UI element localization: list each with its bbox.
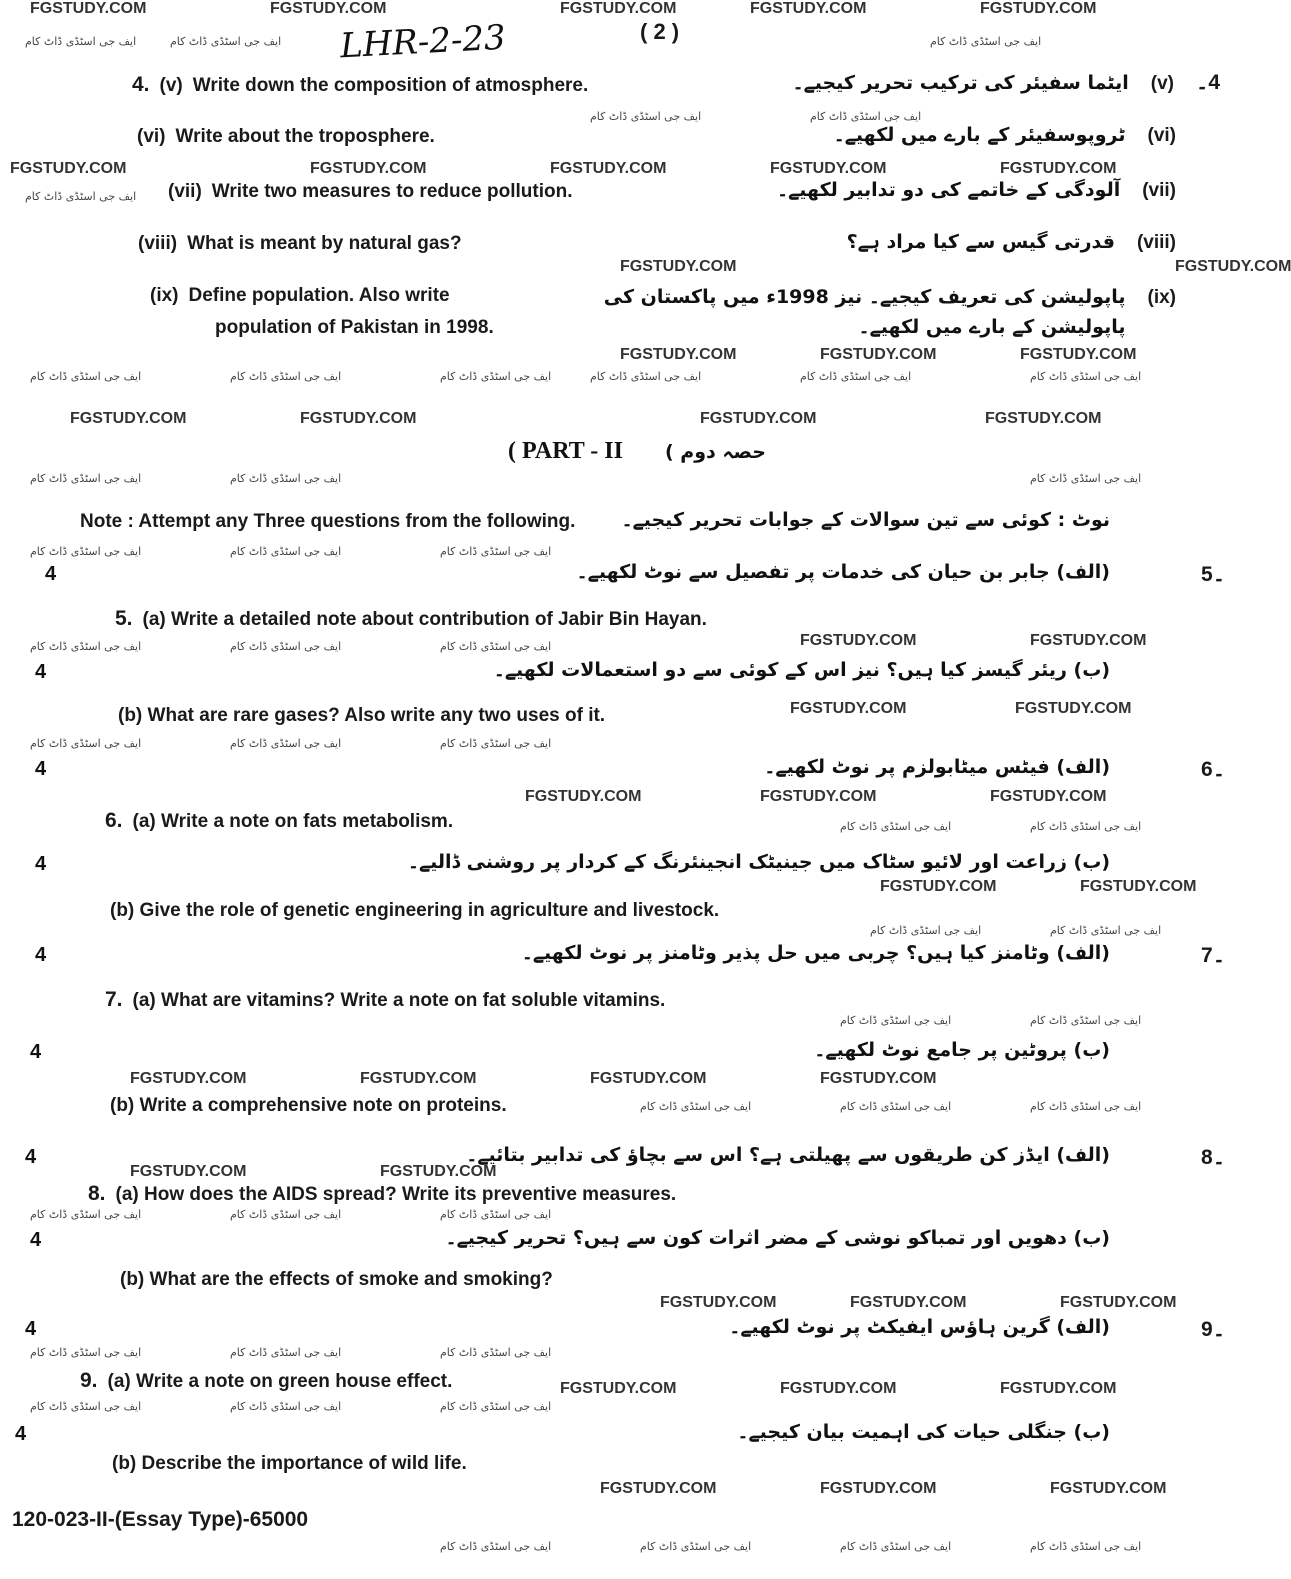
watermark-urdu: ایف جی اسٹڈی ڈاٹ کام bbox=[590, 110, 702, 123]
watermark-urdu: ایف جی اسٹڈی ڈاٹ کام bbox=[800, 370, 912, 383]
question-part-a-english: (a) How does the AIDS spread? Write its preventive measures. bbox=[115, 1184, 677, 1205]
question-part-b-urdu: (ب) ریئر گیسز کیا ہیں؟ نیز اس کے کوئی سے دو استعمالات لکھیے۔ bbox=[493, 659, 1110, 681]
watermark-text: FGSTUDY.COM bbox=[10, 160, 127, 177]
watermark-text: FGSTUDY.COM bbox=[1020, 346, 1137, 363]
question-number: 4. bbox=[132, 73, 150, 96]
marks-part-a: 4 bbox=[45, 563, 57, 585]
watermark-urdu: ایف جی اسٹڈی ڈاٹ کام bbox=[840, 820, 952, 833]
long-question-english-row bbox=[80, 1369, 452, 1394]
watermark-urdu: ایف جی اسٹڈی ڈاٹ کام bbox=[440, 737, 552, 750]
watermark-urdu: ایف جی اسٹڈی ڈاٹ کام bbox=[230, 370, 342, 383]
marks-part-b: 4 bbox=[35, 661, 47, 683]
watermark-urdu: ایف جی اسٹڈی ڈاٹ کام bbox=[590, 370, 702, 383]
watermark-urdu: ایف جی اسٹڈی ڈاٹ کام bbox=[30, 1400, 142, 1413]
watermark-urdu: ایف جی اسٹڈی ڈاٹ کام bbox=[840, 1100, 952, 1113]
watermark-text: FGSTUDY.COM bbox=[130, 1163, 247, 1180]
footer-paper-code: 120-023-II-(Essay Type)-65000 bbox=[12, 1508, 309, 1531]
marks-part-b: 4 bbox=[30, 1041, 42, 1063]
question-part-b-urdu: (ب) دھویں اور تمباکو نوشی کے مضر اثرات کون سے ہیں؟ تحریر کیجیے۔ bbox=[445, 1227, 1110, 1249]
urdu-question-number: 5۔ bbox=[1201, 563, 1225, 586]
short-question-urdu-row bbox=[777, 178, 1220, 203]
watermark-text: FGSTUDY.COM bbox=[30, 0, 147, 17]
watermark-urdu: ایف جی اسٹڈی ڈاٹ کام bbox=[30, 1346, 142, 1359]
watermark-text: FGSTUDY.COM bbox=[990, 788, 1107, 805]
watermark-text: FGSTUDY.COM bbox=[1060, 1294, 1177, 1311]
question-part-label: (ix) bbox=[150, 285, 179, 306]
watermark-text: FGSTUDY.COM bbox=[750, 0, 867, 17]
short-question-english-row bbox=[138, 232, 462, 256]
watermark-text: FGSTUDY.COM bbox=[985, 410, 1102, 427]
watermark-text: FGSTUDY.COM bbox=[310, 160, 427, 177]
short-question-english-row bbox=[137, 125, 435, 149]
watermark-text: FGSTUDY.COM bbox=[760, 788, 877, 805]
urdu-part-label: (ix) bbox=[1147, 287, 1176, 308]
urdu-part-label: (viii) bbox=[1136, 232, 1176, 253]
watermark-text: FGSTUDY.COM bbox=[980, 0, 1097, 17]
long-question-english-row bbox=[115, 607, 707, 632]
watermark-urdu: ایف جی اسٹڈی ڈاٹ کام bbox=[30, 737, 142, 750]
urdu-part-label: (v) bbox=[1150, 73, 1174, 94]
part-heading-urdu: حصہ دوم ) bbox=[665, 441, 766, 463]
watermark-urdu: ایف جی اسٹڈی ڈاٹ کام bbox=[1030, 1100, 1142, 1113]
watermark-urdu: ایف جی اسٹڈی ڈاٹ کام bbox=[30, 640, 142, 653]
question-part-label: (viii) bbox=[138, 233, 178, 254]
watermark-text: FGSTUDY.COM bbox=[1000, 160, 1117, 177]
urdu-part-label: (vii) bbox=[1142, 180, 1176, 201]
watermark-text: FGSTUDY.COM bbox=[600, 1480, 717, 1497]
watermark-text: FGSTUDY.COM bbox=[70, 410, 187, 427]
watermark-text: FGSTUDY.COM bbox=[790, 700, 907, 717]
watermark-text: FGSTUDY.COM bbox=[590, 1070, 707, 1087]
question-number: 7. bbox=[105, 988, 123, 1011]
marks-part-a: 4 bbox=[35, 944, 47, 966]
watermark-text: FGSTUDY.COM bbox=[780, 1380, 897, 1397]
watermark-urdu: ایف جی اسٹڈی ڈاٹ کام bbox=[810, 110, 922, 123]
watermark-urdu: ایف جی اسٹڈی ڈاٹ کام bbox=[230, 640, 342, 653]
question-part-a-urdu: (الف) وٹامنز کیا ہیں؟ چربی میں حل پذیر وٹامنز پر نوٹ لکھیے۔ bbox=[521, 942, 1110, 964]
marks-part-b: 4 bbox=[35, 853, 47, 875]
watermark-urdu: ایف جی اسٹڈی ڈاٹ کام bbox=[230, 1400, 342, 1413]
urdu-part-label: (vi) bbox=[1147, 125, 1176, 146]
watermark-text: FGSTUDY.COM bbox=[820, 346, 937, 363]
marks-part-b: 4 bbox=[30, 1229, 42, 1251]
watermark-text: FGSTUDY.COM bbox=[1175, 258, 1291, 275]
question-part-a-urdu: (الف) ایڈز کن طریقوں سے پھیلتی ہے؟ اس سے بچاؤ کی تدابیر بتائیے۔ bbox=[466, 1144, 1110, 1166]
question-part-b-english: (b) Write a comprehensive note on proteins. bbox=[110, 1095, 507, 1116]
watermark-urdu: ایف جی اسٹڈی ڈاٹ کام bbox=[25, 190, 137, 203]
watermark-text: FGSTUDY.COM bbox=[820, 1070, 937, 1087]
watermark-urdu: ایف جی اسٹڈی ڈاٹ کام bbox=[1030, 820, 1142, 833]
watermark-text: FGSTUDY.COM bbox=[130, 1070, 247, 1087]
question-part-label: (v) bbox=[159, 75, 183, 96]
question-part-a-urdu: (الف) جابر بن حیان کی خدمات پر تفصیل سے نوٹ لکھیے۔ bbox=[576, 561, 1110, 583]
question-number: 9. bbox=[80, 1369, 98, 1392]
watermark-urdu: ایف جی اسٹڈی ڈاٹ کام bbox=[840, 1014, 952, 1027]
watermark-urdu: ایف جی اسٹڈی ڈاٹ کام bbox=[440, 1346, 552, 1359]
question-part-a-english: (a) What are vitamins? Write a note on fat soluble vitamins. bbox=[132, 990, 666, 1011]
short-question-english-row bbox=[132, 73, 588, 98]
short-question-urdu-row bbox=[586, 282, 1221, 342]
watermark-text: FGSTUDY.COM bbox=[820, 1480, 937, 1497]
urdu-question-number: 8۔ bbox=[1201, 1146, 1225, 1169]
question-text-english: What is meant by natural gas? bbox=[187, 233, 462, 254]
urdu-question-number: 9۔ bbox=[1201, 1318, 1225, 1341]
question-text-english: Write down the composition of atmosphere. bbox=[192, 75, 589, 96]
question-part-a-urdu: (الف) فیٹس میٹابولزم پر نوٹ لکھیے۔ bbox=[764, 756, 1110, 778]
watermark-urdu: ایف جی اسٹڈی ڈاٹ کام bbox=[870, 924, 982, 937]
urdu-question-number: 7۔ bbox=[1201, 944, 1225, 967]
question-part-b-english: (b) What are rare gases? Also write any two uses of it. bbox=[118, 705, 606, 726]
question-text-urdu: آلودگی کے خاتمے کی دو تدابیر لکھیے۔ bbox=[777, 179, 1121, 201]
part-heading-english: ( PART - II bbox=[508, 438, 623, 464]
urdu-question-number: 6۔ bbox=[1201, 758, 1225, 781]
marks-part-a: 4 bbox=[35, 758, 47, 780]
watermark-urdu: ایف جی اسٹڈی ڈاٹ کام bbox=[1030, 1014, 1142, 1027]
watermark-urdu: ایف جی اسٹڈی ڈاٹ کام bbox=[1050, 924, 1162, 937]
question-text-english: Write two measures to reduce pollution. bbox=[211, 181, 573, 202]
watermark-urdu: ایف جی اسٹڈی ڈاٹ کام bbox=[1030, 370, 1142, 383]
watermark-text: FGSTUDY.COM bbox=[560, 1380, 677, 1397]
watermark-urdu: ایف جی اسٹڈی ڈاٹ کام bbox=[230, 545, 342, 558]
watermark-text: FGSTUDY.COM bbox=[1080, 878, 1197, 895]
watermark-urdu: ایف جی اسٹڈی ڈاٹ کام bbox=[640, 1100, 752, 1113]
short-question-urdu-row bbox=[792, 71, 1220, 96]
question-text-urdu: پاپولیشن کی تعریف کیجیے۔ نیز 1998ء میں پاکستان کی پاپولیشن کے بارے میں لکھیے۔ bbox=[603, 286, 1126, 338]
question-part-label: (vi) bbox=[137, 126, 166, 147]
question-part-a-english: (a) Write a detailed note about contribution of Jabir Bin Hayan. bbox=[142, 609, 707, 630]
question-part-b-urdu: (ب) پروٹین پر جامع نوٹ لکھیے۔ bbox=[814, 1039, 1110, 1061]
paper-code-handwritten: LHR-2-23 bbox=[339, 17, 507, 67]
note-english: Note : Attempt any Three questions from the following. bbox=[80, 511, 576, 532]
watermark-urdu: ایف جی اسٹڈی ڈاٹ کام bbox=[440, 1400, 552, 1413]
watermark-urdu: ایف جی اسٹڈی ڈاٹ کام bbox=[440, 1540, 552, 1553]
short-question-english-row bbox=[150, 284, 450, 308]
long-question-english-row bbox=[88, 1182, 676, 1207]
marks-part-a: 4 bbox=[25, 1146, 37, 1168]
watermark-urdu: ایف جی اسٹڈی ڈاٹ کام bbox=[930, 35, 1042, 48]
watermark-urdu: ایف جی اسٹڈی ڈاٹ کام bbox=[30, 472, 142, 485]
note-urdu: نوٹ : کوئی سے تین سوالات کے جوابات تحریر کیجیے۔ bbox=[621, 509, 1110, 531]
question-number: 5. bbox=[115, 607, 133, 630]
watermark-urdu: ایف جی اسٹڈی ڈاٹ کام bbox=[840, 1540, 952, 1553]
watermark-urdu: ایف جی اسٹڈی ڈاٹ کام bbox=[30, 370, 142, 383]
question-number: 8. bbox=[88, 1182, 106, 1205]
marks-part-a: 4 bbox=[25, 1318, 37, 1340]
watermark-text: FGSTUDY.COM bbox=[850, 1294, 967, 1311]
watermark-text: FGSTUDY.COM bbox=[1050, 1480, 1167, 1497]
watermark-urdu: ایف جی اسٹڈی ڈاٹ کام bbox=[440, 545, 552, 558]
short-question-english-row bbox=[168, 180, 572, 204]
watermark-text: FGSTUDY.COM bbox=[620, 258, 737, 275]
watermark-text: FGSTUDY.COM bbox=[380, 1163, 497, 1180]
watermark-urdu: ایف جی اسٹڈی ڈاٹ کام bbox=[1030, 472, 1142, 485]
page-number: ( 2 ) bbox=[640, 19, 680, 44]
question-part-b-english: (b) What are the effects of smoke and smoking? bbox=[120, 1269, 553, 1290]
watermark-text: FGSTUDY.COM bbox=[700, 410, 817, 427]
question-part-b-english: (b) Describe the importance of wild life. bbox=[112, 1453, 467, 1474]
question-text-urdu: قدرتی گیس سے کیا مراد ہے؟ bbox=[846, 231, 1115, 253]
short-question-urdu-row bbox=[834, 123, 1220, 148]
watermark-text: FGSTUDY.COM bbox=[360, 1070, 477, 1087]
watermark-text: FGSTUDY.COM bbox=[550, 160, 667, 177]
watermark-urdu: ایف جی اسٹڈی ڈاٹ کام bbox=[1030, 1540, 1142, 1553]
watermark-text: FGSTUDY.COM bbox=[620, 346, 737, 363]
watermark-text: FGSTUDY.COM bbox=[1015, 700, 1132, 717]
long-question-english-row bbox=[105, 988, 665, 1013]
question-part-b-urdu: (ب) زراعت اور لائیو سٹاک میں جینیٹک انجینئرنگ کے کردار پر روشنی ڈالیے۔ bbox=[407, 851, 1110, 873]
watermark-text: FGSTUDY.COM bbox=[1000, 1380, 1117, 1397]
watermark-urdu: ایف جی اسٹڈی ڈاٹ کام bbox=[25, 35, 137, 48]
urdu-question-number: 4۔ bbox=[1196, 71, 1220, 94]
question-text-english: Write about the troposphere. bbox=[175, 126, 435, 147]
watermark-urdu: ایف جی اسٹڈی ڈاٹ کام bbox=[440, 1208, 552, 1221]
watermark-text: FGSTUDY.COM bbox=[300, 410, 417, 427]
watermark-text: FGSTUDY.COM bbox=[525, 788, 642, 805]
question-text-english-cont: population of Pakistan in 1998. bbox=[215, 317, 494, 338]
watermark-urdu: ایف جی اسٹڈی ڈاٹ کام bbox=[230, 737, 342, 750]
watermark-urdu: ایف جی اسٹڈی ڈاٹ کام bbox=[230, 472, 342, 485]
question-number: 6. bbox=[105, 809, 123, 832]
watermark-text: FGSTUDY.COM bbox=[270, 0, 387, 17]
watermark-urdu: ایف جی اسٹڈی ڈاٹ کام bbox=[230, 1346, 342, 1359]
watermark-urdu: ایف جی اسٹڈی ڈاٹ کام bbox=[440, 640, 552, 653]
watermark-urdu: ایف جی اسٹڈی ڈاٹ کام bbox=[230, 1208, 342, 1221]
watermark-urdu: ایف جی اسٹڈی ڈاٹ کام bbox=[640, 1540, 752, 1553]
marks-part-b: 4 bbox=[15, 1423, 27, 1445]
long-question-english-row bbox=[105, 809, 453, 834]
watermark-text: FGSTUDY.COM bbox=[770, 160, 887, 177]
watermark-urdu: ایف جی اسٹڈی ڈاٹ کام bbox=[170, 35, 282, 48]
question-part-b-urdu: (ب) جنگلی حیات کی اہمیت بیان کیجیے۔ bbox=[737, 1421, 1110, 1443]
watermark-urdu: ایف جی اسٹڈی ڈاٹ کام bbox=[440, 370, 552, 383]
question-part-a-english: (a) Write a note on fats metabolism. bbox=[132, 811, 454, 832]
question-part-a-english: (a) Write a note on green house effect. bbox=[107, 1371, 453, 1392]
question-part-a-urdu: (الف) گرین ہاؤس ایفیکٹ پر نوٹ لکھیے۔ bbox=[729, 1316, 1110, 1338]
question-text-urdu: ٹروپوسفیئر کے بارے میں لکھیے۔ bbox=[833, 124, 1126, 146]
watermark-text: FGSTUDY.COM bbox=[560, 0, 677, 17]
watermark-urdu: ایف جی اسٹڈی ڈاٹ کام bbox=[30, 1208, 142, 1221]
question-text-urdu: ایٹما سفیئر کی ترکیب تحریر کیجیے۔ bbox=[792, 72, 1129, 94]
watermark-urdu: ایف جی اسٹڈی ڈاٹ کام bbox=[30, 545, 142, 558]
watermark-text: FGSTUDY.COM bbox=[800, 632, 917, 649]
question-text-english: Define population. Also write bbox=[188, 285, 450, 306]
question-part-b-english: (b) Give the role of genetic engineering in agriculture and livestock. bbox=[110, 900, 720, 921]
question-part-label: (vii) bbox=[168, 181, 202, 202]
watermark-text: FGSTUDY.COM bbox=[1030, 632, 1147, 649]
watermark-text: FGSTUDY.COM bbox=[880, 878, 997, 895]
watermark-text: FGSTUDY.COM bbox=[660, 1294, 777, 1311]
short-question-urdu-row bbox=[847, 230, 1220, 255]
